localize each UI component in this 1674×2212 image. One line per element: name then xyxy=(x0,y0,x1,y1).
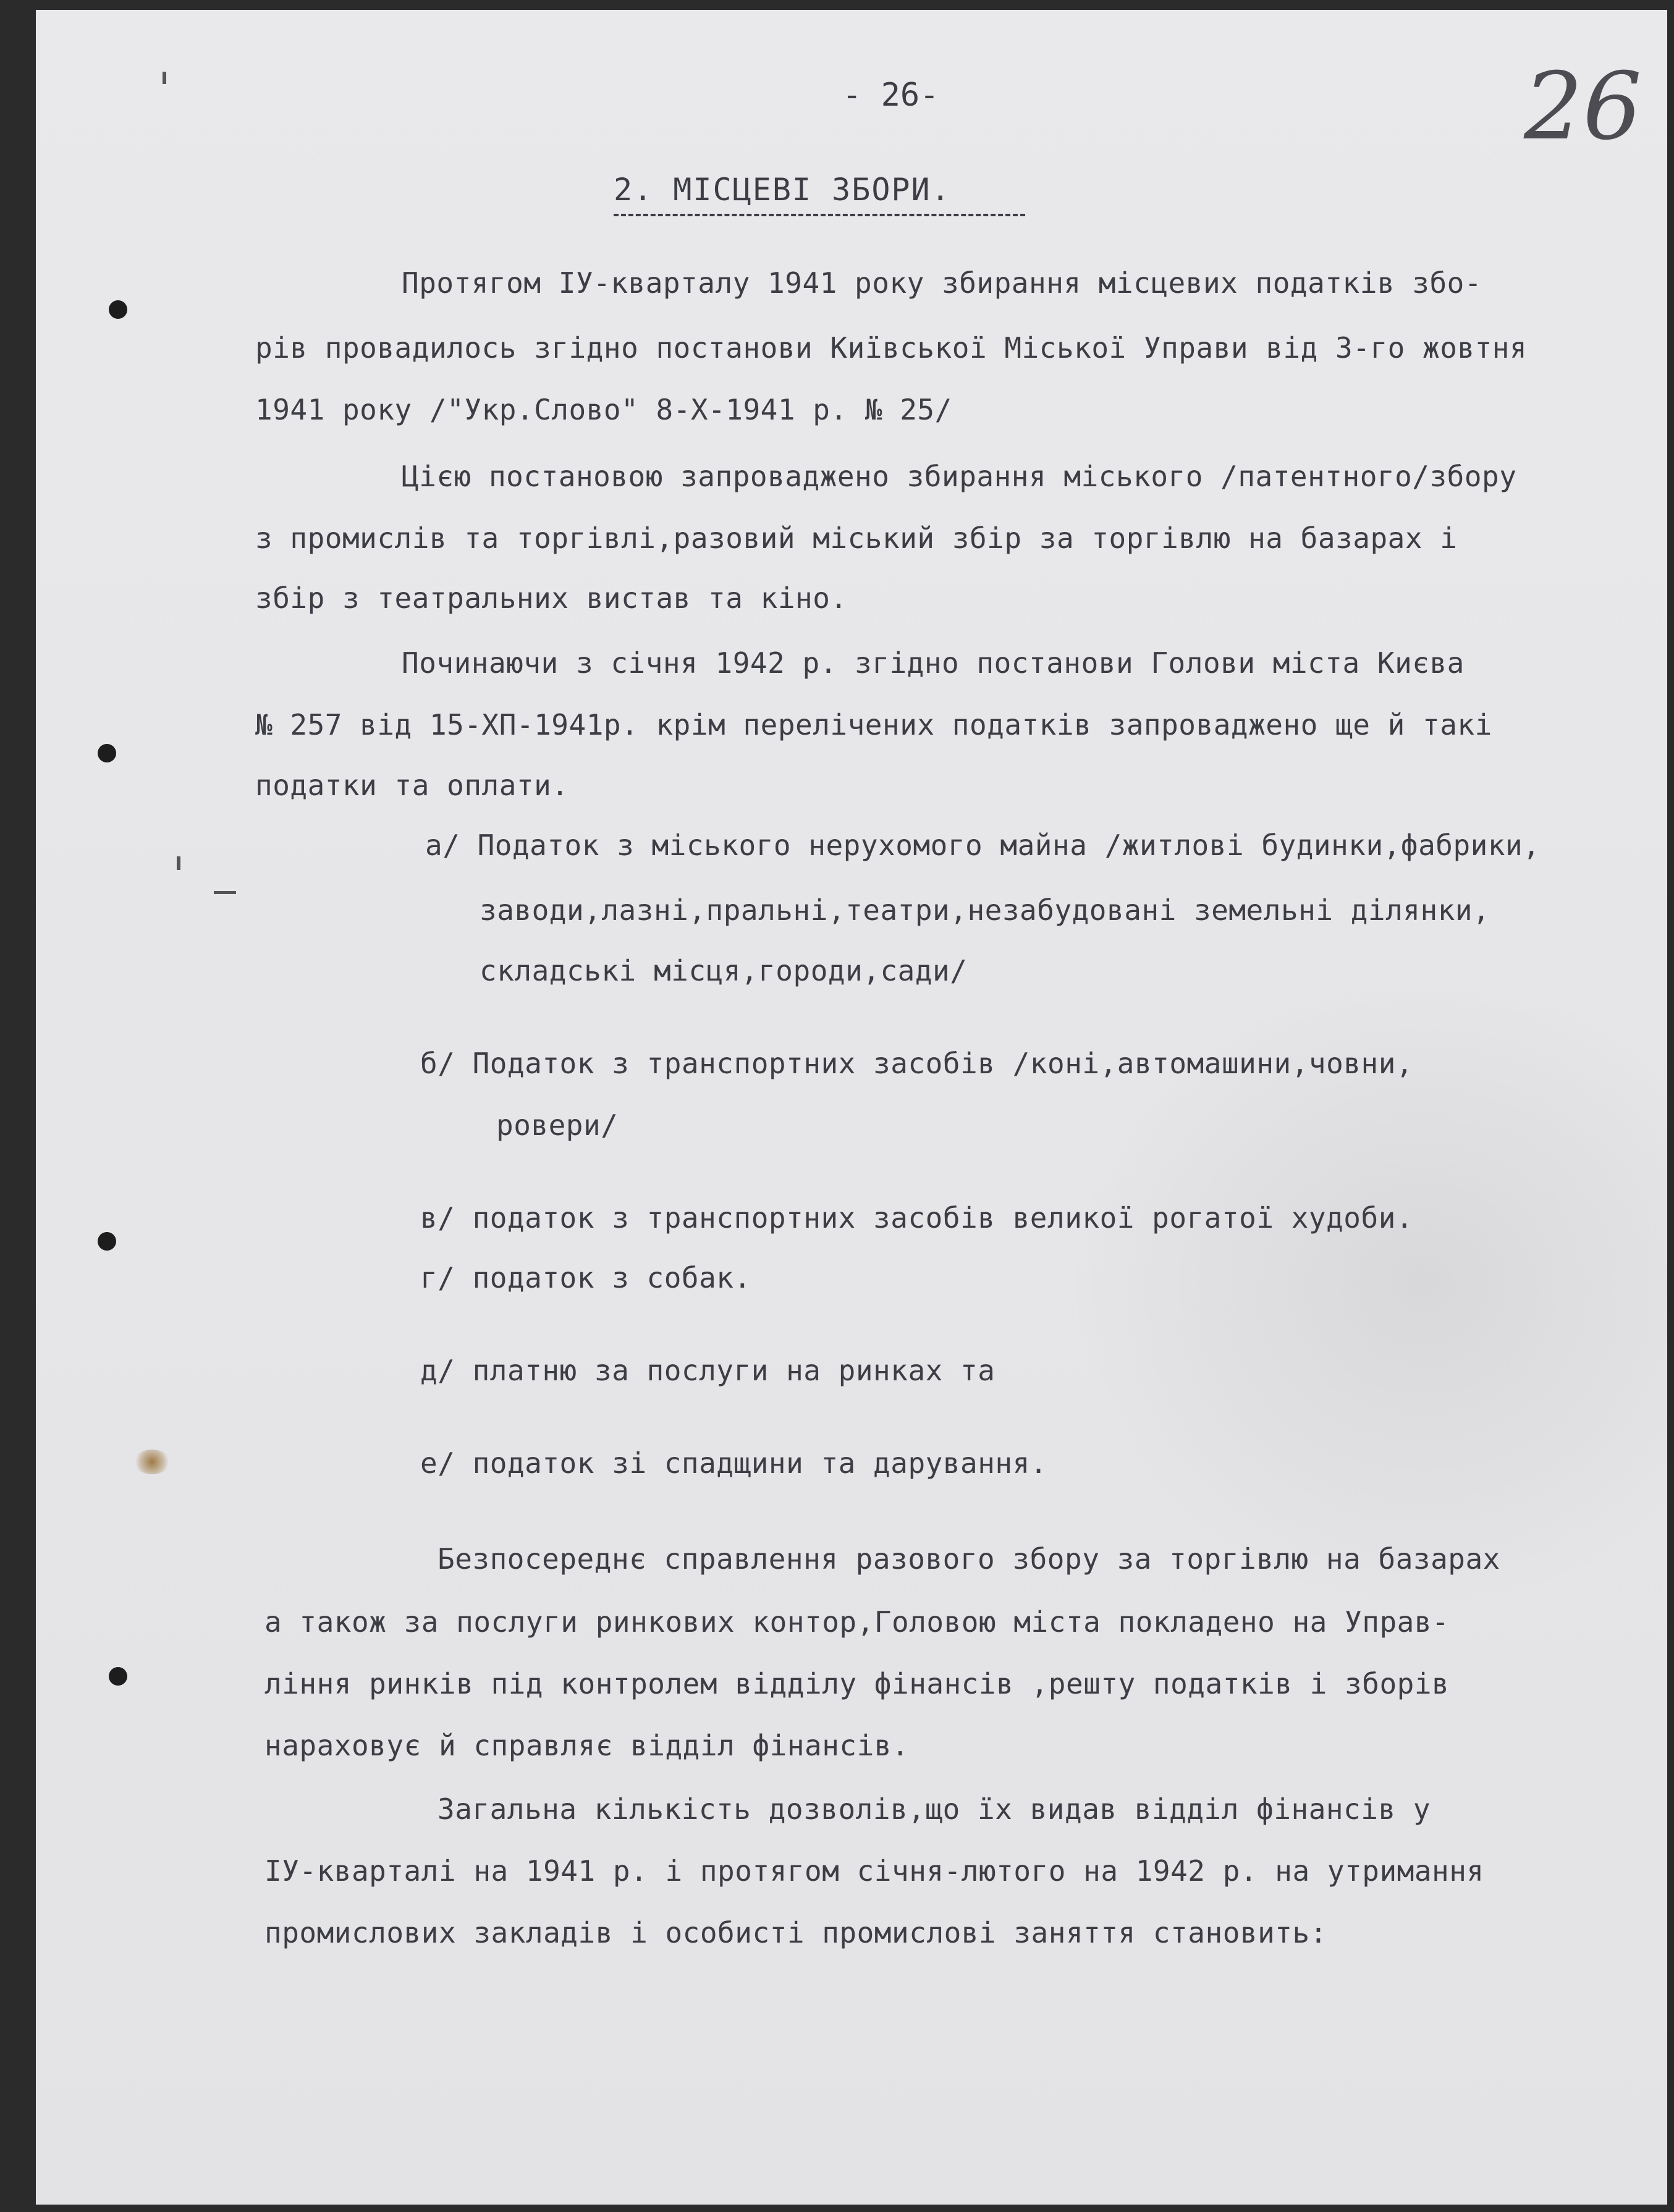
paragraph-3-line-1: Починаючи з січня 1942 р. згідно постанови Голови міста Києва xyxy=(402,646,1465,680)
paragraph-5-line-1: Загальна кількість дозволів,що їх видав відділ фінансів у xyxy=(438,1792,1431,1826)
list-item-v: в/ податок з транспортних засобів великої рогатої худоби. xyxy=(420,1201,1414,1235)
paragraph-4-line-4: нараховує й справляє відділ фінансів. xyxy=(264,1729,910,1762)
paper-mark xyxy=(214,891,236,894)
list-item-e: е/ податок зі спадщини та дарування. xyxy=(420,1446,1047,1480)
handwritten-page-number: 26 xyxy=(1524,53,1642,161)
document-page xyxy=(36,10,1667,2205)
list-item-a-line-3: складські місця,городи,сади/ xyxy=(480,954,968,987)
binding-hole xyxy=(109,1667,127,1686)
paper-mark xyxy=(163,72,166,84)
paper-mark xyxy=(177,856,180,870)
paragraph-4-line-2: а також за послуги ринкових контор,Головою міста покладено на Управ- xyxy=(264,1605,1450,1639)
page-number: - 26- xyxy=(842,77,939,114)
list-item-b-line-1: б/ Податок з транспортних засобів /коні,автомашини,човни, xyxy=(420,1047,1414,1080)
paragraph-5-line-2: ІУ-кварталі на 1941 р. і протягом січня-лютого на 1942 р. на утримання xyxy=(264,1854,1484,1888)
paragraph-5-line-3: промислових закладів і особисті промислові заняття становить: xyxy=(264,1916,1327,1949)
binding-hole xyxy=(98,744,116,762)
list-item-b-line-2: ровери/ xyxy=(496,1108,619,1142)
section-heading-text: 2. МІСЦЕВІ ЗБОРИ. xyxy=(614,172,951,208)
rust-stain xyxy=(133,1450,171,1474)
paragraph-1-line-3: 1941 року /"Укр.Слово" 8-Х-1941 р. № 25/ xyxy=(255,393,952,426)
paragraph-1-line-1: Протягом ІУ-кварталу 1941 року збирання місцевих податків збо- xyxy=(402,266,1482,300)
paragraph-2-line-3: збір з театральних вистав та кіно. xyxy=(255,581,848,615)
heading-underline xyxy=(614,214,1025,216)
binding-hole xyxy=(98,1232,116,1251)
paragraph-3-line-3: податки та оплати. xyxy=(255,769,569,802)
list-item-a-line-2: заводи,лазні,пральні,театри,незабудовані земельні ділянки, xyxy=(480,893,1490,927)
paragraph-2-line-1: Цією постановою запроваджено збирання міського /патентного/збору xyxy=(402,460,1517,493)
list-item-g: г/ податок з собак. xyxy=(420,1261,751,1294)
binding-hole xyxy=(109,300,127,319)
paragraph-4-line-1: Безпосереднє справлення разового збору за торгівлю на базарах xyxy=(438,1542,1500,1576)
list-item-a-line-1: а/ Податок з міського нерухомого майна /житлові будинки,фабрики, xyxy=(425,829,1541,862)
paragraph-1-line-2: рів провадилось згідно постанови Київської Міської Управи від 3-го жовтня xyxy=(255,331,1528,365)
list-item-d: д/ платню за послуги на ринках та xyxy=(420,1354,996,1387)
paragraph-3-line-2: № 257 від 15-ХП-1941р. крім перелічених податків запроваджено ще й такі xyxy=(255,708,1492,741)
paragraph-4-line-3: ління ринків під контролем відділу фінансів ,решту податків і зборів xyxy=(264,1667,1450,1700)
section-heading xyxy=(614,172,951,208)
paragraph-2-line-2: з промислів та торгівлі,разовий міський збір за торгівлю на базарах і xyxy=(255,521,1458,555)
